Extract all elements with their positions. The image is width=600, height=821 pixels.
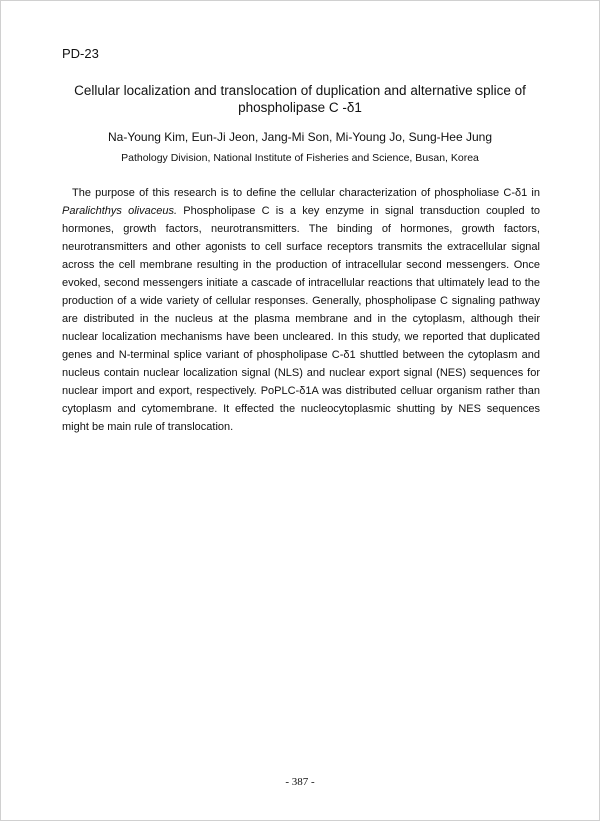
paper-title: Cellular localization and translocation of duplication and alternative splice of phospholipase C -δ1 bbox=[74, 83, 526, 115]
species-name: Paralichthys olivaceus. bbox=[62, 205, 178, 217]
abstract-body bbox=[62, 184, 540, 436]
abstract-code: PD-23 bbox=[62, 46, 99, 61]
abstract-text-rest: Phospholipase C is a key enzyme in signal transduction coupled to hormones, growth factors, neurotransmitters. The binding of hormones, growth factors, neurotransmitters and other agonists to cell surface receptors transmits the extracellular signal across the cell membrane resulting in the production of intracellular second messengers. Once evoked, second messengers initiate a cascade of intracellular reactions that ultimately lead to the production of a wide variety of cellular responses. Generally, phospholipase C signaling pathway are distributed in the nucleus at the plasma membrane and in the cytoplasm, although their nuclear localization mechanisms have been uncleared. In this study, we reported that duplicated genes and N-terminal splice variant of phospholipase C-δ1 shuttled between the cytoplasm and nucleus contain nuclear localization signal (NLS) and nuclear export signal (NES) sequences for nuclear import and export, respectively. PoPLC-δ1A was distributed celluar organism rather than cytoplasm and cytomembrane. It effected the nucleocytoplasmic shutting by NES sequences might be main rule of translocation. bbox=[62, 205, 540, 433]
author-list: Na-Young Kim, Eun-Ji Jeon, Jang-Mi Son, Mi-Young Jo, Sung-Hee Jung bbox=[108, 130, 492, 144]
affiliation: Pathology Division, National Institute of Fisheries and Science, Busan, Korea bbox=[121, 152, 479, 164]
page-number: - 387 - bbox=[285, 776, 315, 788]
abstract-text-start: The purpose of this research is to define the cellular characterization of phospholiase C-δ1 in bbox=[72, 187, 540, 199]
